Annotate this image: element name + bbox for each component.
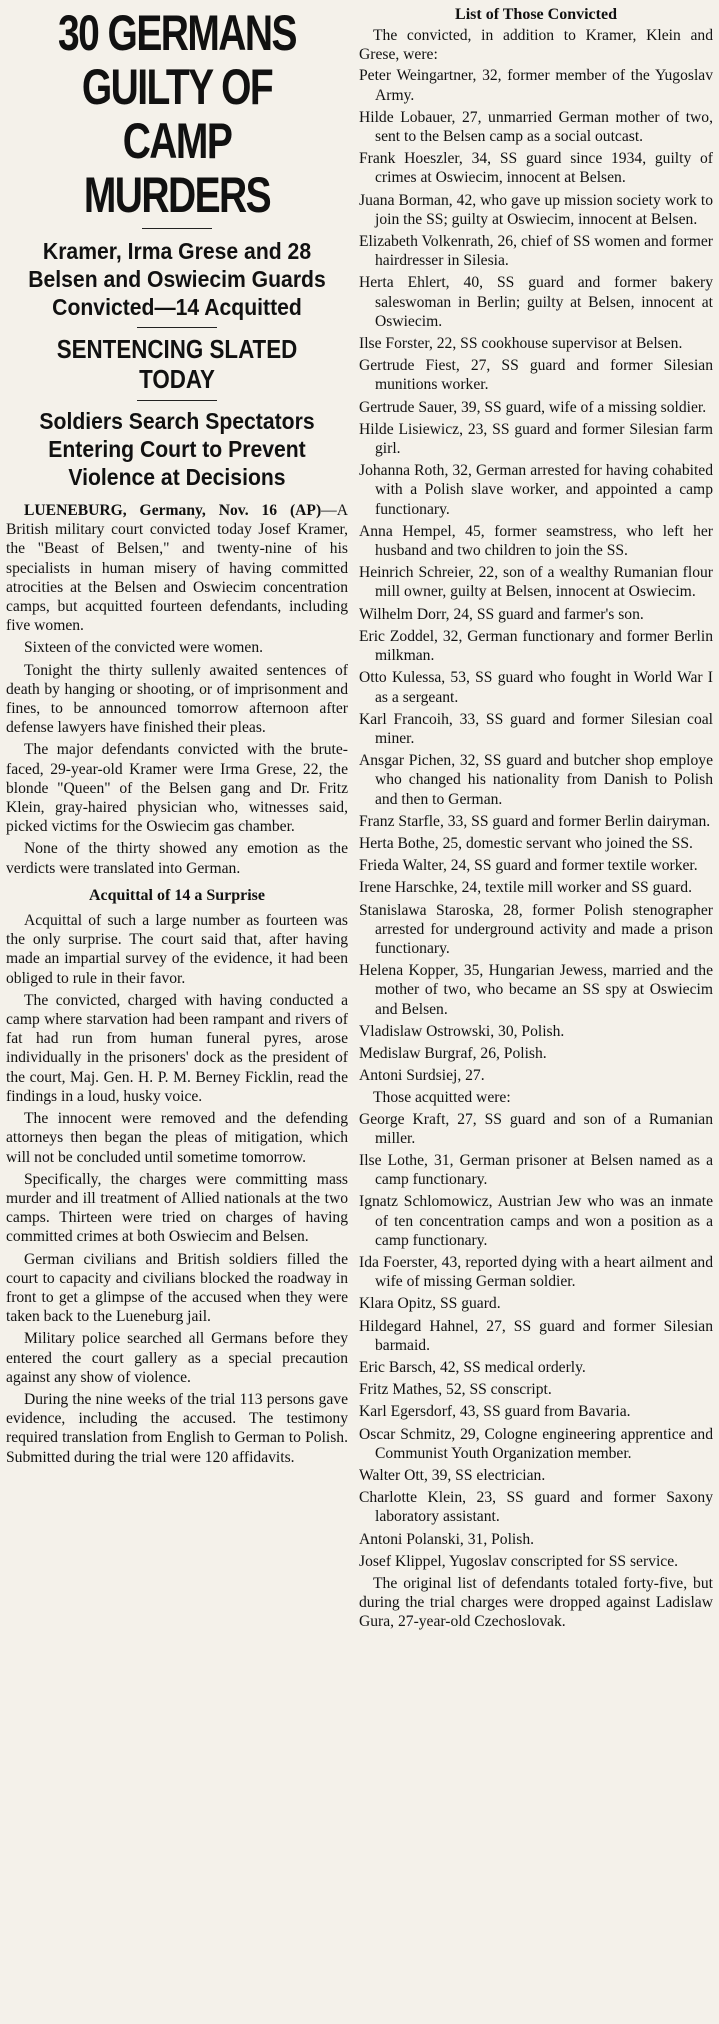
list-entry: Hilde Lisiewicz, 23, SS guard and former Silesian farm girl. bbox=[359, 420, 713, 458]
list-entry: Vladislaw Ostrowski, 30, Polish. bbox=[359, 1022, 565, 1040]
acquitted-list bbox=[359, 1110, 713, 1571]
list-entry: Anna Hempel, 45, former seamstress, who left her husband and two children to join the SS. bbox=[359, 522, 713, 560]
list-entry: Franz Starfle, 33, SS guard and former Berlin dairyman. bbox=[359, 812, 711, 830]
list-entry: Josef Klippel, Yugoslav conscripted for SS service. bbox=[359, 1552, 679, 1570]
article-paragraph: During the nine weeks of the trial 113 persons gave evidence, including the accused. The testimony required translation from English to German to Polish. Submitted during the trial were 120 affidavits. bbox=[6, 1390, 348, 1466]
closing-paragraph: The original list of defendants totaled forty-five, but during the trial charges were dropped against Ladislaw Gura, 27-year-old Czechoslovak. bbox=[359, 1575, 713, 1631]
list-entry: Walter Ott, 39, SS electrician. bbox=[359, 1467, 546, 1485]
list-entry: Frank Hoeszler, 34, SS guard since 1934, guilty of crimes at Oswiecim, innocent at Belsen. bbox=[359, 150, 713, 187]
dateline: LUENEBURG, Germany, Nov. 16 (AP) bbox=[24, 502, 322, 519]
list-entry: Ansgar Pichen, 32, SS guard and butcher shop employe who changed his nationality from Danish to Polish and then to German. bbox=[359, 752, 713, 808]
list-entry: Oscar Schmitz, 29, Cologne engineering apprentice and Communist Youth Organization member. bbox=[359, 1425, 713, 1462]
list-entry: Herta Bothe, 25, domestic servant who joined the SS. bbox=[359, 834, 693, 852]
article-body bbox=[6, 501, 348, 1467]
article-paragraph: Specifically, the charges were committing mass murder and ill treatment of Allied nationals at the two camps. Thirteen were tried on charges of having committed crimes at both Oswiecim and Belsen. bbox=[6, 1170, 348, 1246]
list-entry: Karl Egersdorf, 43, SS guard from Bavaria. bbox=[359, 1403, 631, 1421]
list-entry: George Kraft, 27, SS guard and son of a Rumanian miller. bbox=[359, 1110, 713, 1147]
list-entry: Irene Harschke, 24, textile mill worker and SS guard. bbox=[359, 879, 693, 897]
article-paragraph: None of the thirty showed any emotion as the verdicts were translated into German. bbox=[6, 840, 348, 877]
list-entry: Gertrude Fiest, 27, SS guard and former Silesian munitions worker. bbox=[359, 357, 713, 394]
divider bbox=[137, 327, 217, 328]
list-entry: Hilde Lobauer, 27, unmarried German mother of two, sent to the Belsen camp as a social outcast. bbox=[359, 108, 713, 146]
article-paragraph: Sixteen of the convicted were women. bbox=[24, 639, 264, 657]
article-paragraph: Acquittal of such a large number as fourteen was the only surprise. The court said that, after having made an impartial survey of the evidence, it had been obliged to rule in their favor. bbox=[6, 912, 348, 987]
list-entry: Herta Ehlert, 40, SS guard and former bakery saleswoman in Berlin; guilty at Belsen, innocent at Oswiecim. bbox=[359, 274, 713, 330]
deck-1: Kramer, Irma Grese and 28 Belsen and Oswiecim Guards Convicted—14 Acquitted bbox=[28, 238, 326, 320]
list-entry: Juana Borman, 42, who gave up mission society work to join the SS; guilty at Oswiecim, innocent at Belsen. bbox=[359, 191, 713, 228]
right-column bbox=[359, 6, 713, 1632]
lead-text: —A British military court convicted today Josef Kramer, the "Beast of Belsen," and twenty-nine of his specialists in human misery of having committed atrocities at the Belsen and Oswiecim concentration camps, but acquitted fourteen defendants, including five women. bbox=[6, 502, 348, 635]
list-entry: Medislaw Burgraf, 26, Polish. bbox=[359, 1044, 547, 1062]
list-intro: The convicted, in addition to Kramer, Klein and Grese, were: bbox=[359, 27, 713, 64]
deck-2: SENTENCING SLATED TODAY bbox=[56, 334, 298, 394]
list-entry: Fritz Mathes, 52, SS conscript. bbox=[359, 1381, 552, 1399]
list-entry: Charlotte Klein, 23, SS guard and former Saxony laboratory assistant. bbox=[359, 1489, 713, 1526]
list-entry: Klara Opitz, SS guard. bbox=[359, 1295, 501, 1313]
deck-3: Soldiers Search Spectators Entering Court to Prevent Violence at Decisions bbox=[39, 408, 315, 490]
list-entry: Heinrich Schreier, 22, son of a wealthy Rumanian flour mill owner, guilty at Belsen, innocent at Oswiecim. bbox=[359, 564, 713, 601]
convicted-list bbox=[359, 66, 713, 1085]
article-paragraph: German civilians and British soldiers filled the court to capacity and civilians blocked the roadway in front to get a glimpse of the accused when they were taken back to the Lueneburg jail. bbox=[6, 1250, 348, 1326]
subhead: Acquittal of 14 a Surprise bbox=[89, 886, 265, 904]
list-entry: Frieda Walter, 24, SS guard and former textile worker. bbox=[359, 857, 698, 875]
list-entry: Ida Foerster, 43, reported dying with a heart ailment and wife of missing German soldier. bbox=[359, 1253, 713, 1291]
acquitted-intro: Those acquitted were: bbox=[373, 1089, 511, 1107]
article-paragraph: Military police searched all Germans before they entered the court gallery as a special precaution against any show of violence. bbox=[6, 1330, 348, 1386]
list-entry: Eric Zoddel, 32, German functionary and former Berlin milkman. bbox=[359, 627, 713, 665]
list-title: List of Those Convicted bbox=[455, 6, 617, 23]
left-column bbox=[6, 6, 348, 1470]
list-entry: Wilhelm Dorr, 24, SS guard and farmer's son. bbox=[359, 605, 644, 623]
list-entry: Antoni Surdsiej, 27. bbox=[359, 1067, 485, 1085]
list-entry: Ilse Forster, 22, SS cookhouse supervisor at Belsen. bbox=[359, 335, 683, 353]
list-entry: Johanna Roth, 32, German arrested for having cohabited with a Polish slave worker, and appointed a camp functionary. bbox=[359, 462, 713, 518]
list-entry: Hildegard Hahnel, 27, SS guard and former Silesian barmaid. bbox=[359, 1317, 713, 1354]
lead-paragraph bbox=[6, 501, 348, 635]
list-entry: Helena Kopper, 35, Hungarian Jewess, married and the mother of two, who became an SS spy at Oswiecim and Belsen. bbox=[359, 962, 713, 1018]
list-entry: Ignatz Schlomowicz, Austrian Jew who was an inmate of ten concentration camps and won a position as a camp functionary. bbox=[359, 1193, 713, 1249]
list-entry: Antoni Polanski, 31, Polish. bbox=[359, 1530, 535, 1548]
divider bbox=[137, 400, 217, 401]
list-entry: Eric Barsch, 42, SS medical orderly. bbox=[359, 1359, 586, 1376]
list-entry: Ilse Lothe, 31, German prisoner at Belsen named as a camp functionary. bbox=[359, 1151, 713, 1189]
list-entry: Stanislawa Staroska, 28, former Polish stenographer arrested for underground activity and made a prison functionary. bbox=[359, 901, 713, 957]
article-paragraph: The convicted, charged with having conducted a camp where starvation had been rampant and rivers of fat had run from human funeral pyres, arose individually in the prisoners' dock as the president of the court, Maj. Gen. H. P. M. Berney Ficklin, read the findings in a loud, husky voice. bbox=[6, 991, 348, 1105]
list-entry: Peter Weingartner, 32, former member of the Yugoslav Army. bbox=[359, 67, 713, 104]
list-entry: Otto Kulessa, 53, SS guard who fought in World War I as a sergeant. bbox=[359, 669, 713, 706]
article-paragraph: The major defendants convicted with the brute-faced, 29-year-old Kramer were Irma Grese, 22, the blonde "Queen" of the Belsen gang and Dr. Fritz Klein, gray-haired physician who, witnesses said, picked victims for the Oswiecim gas chamber. bbox=[6, 741, 348, 836]
list-entry: Karl Francoih, 33, SS guard and former Silesian coal miner. bbox=[359, 710, 713, 747]
list-entry: Gertrude Sauer, 39, SS guard, wife of a missing soldier. bbox=[359, 398, 707, 416]
article-paragraph: The innocent were removed and the defending attorneys then began the pleas of mitigation, which will not be concluded until sometime tomorrow. bbox=[6, 1110, 348, 1166]
list-entry: Elizabeth Volkenrath, 26, chief of SS women and former hairdresser in Silesia. bbox=[359, 233, 713, 270]
article-paragraph: Tonight the thirty sullenly awaited sentences of death by hanging or shooting, or of imprisonment and fines, to be announced tomorrow afternoon after defense lawyers have finished their pleas. bbox=[6, 661, 348, 737]
headline: 30 GERMANS GUILTY OF CAMP MURDERS bbox=[58, 5, 296, 223]
divider bbox=[142, 228, 212, 229]
